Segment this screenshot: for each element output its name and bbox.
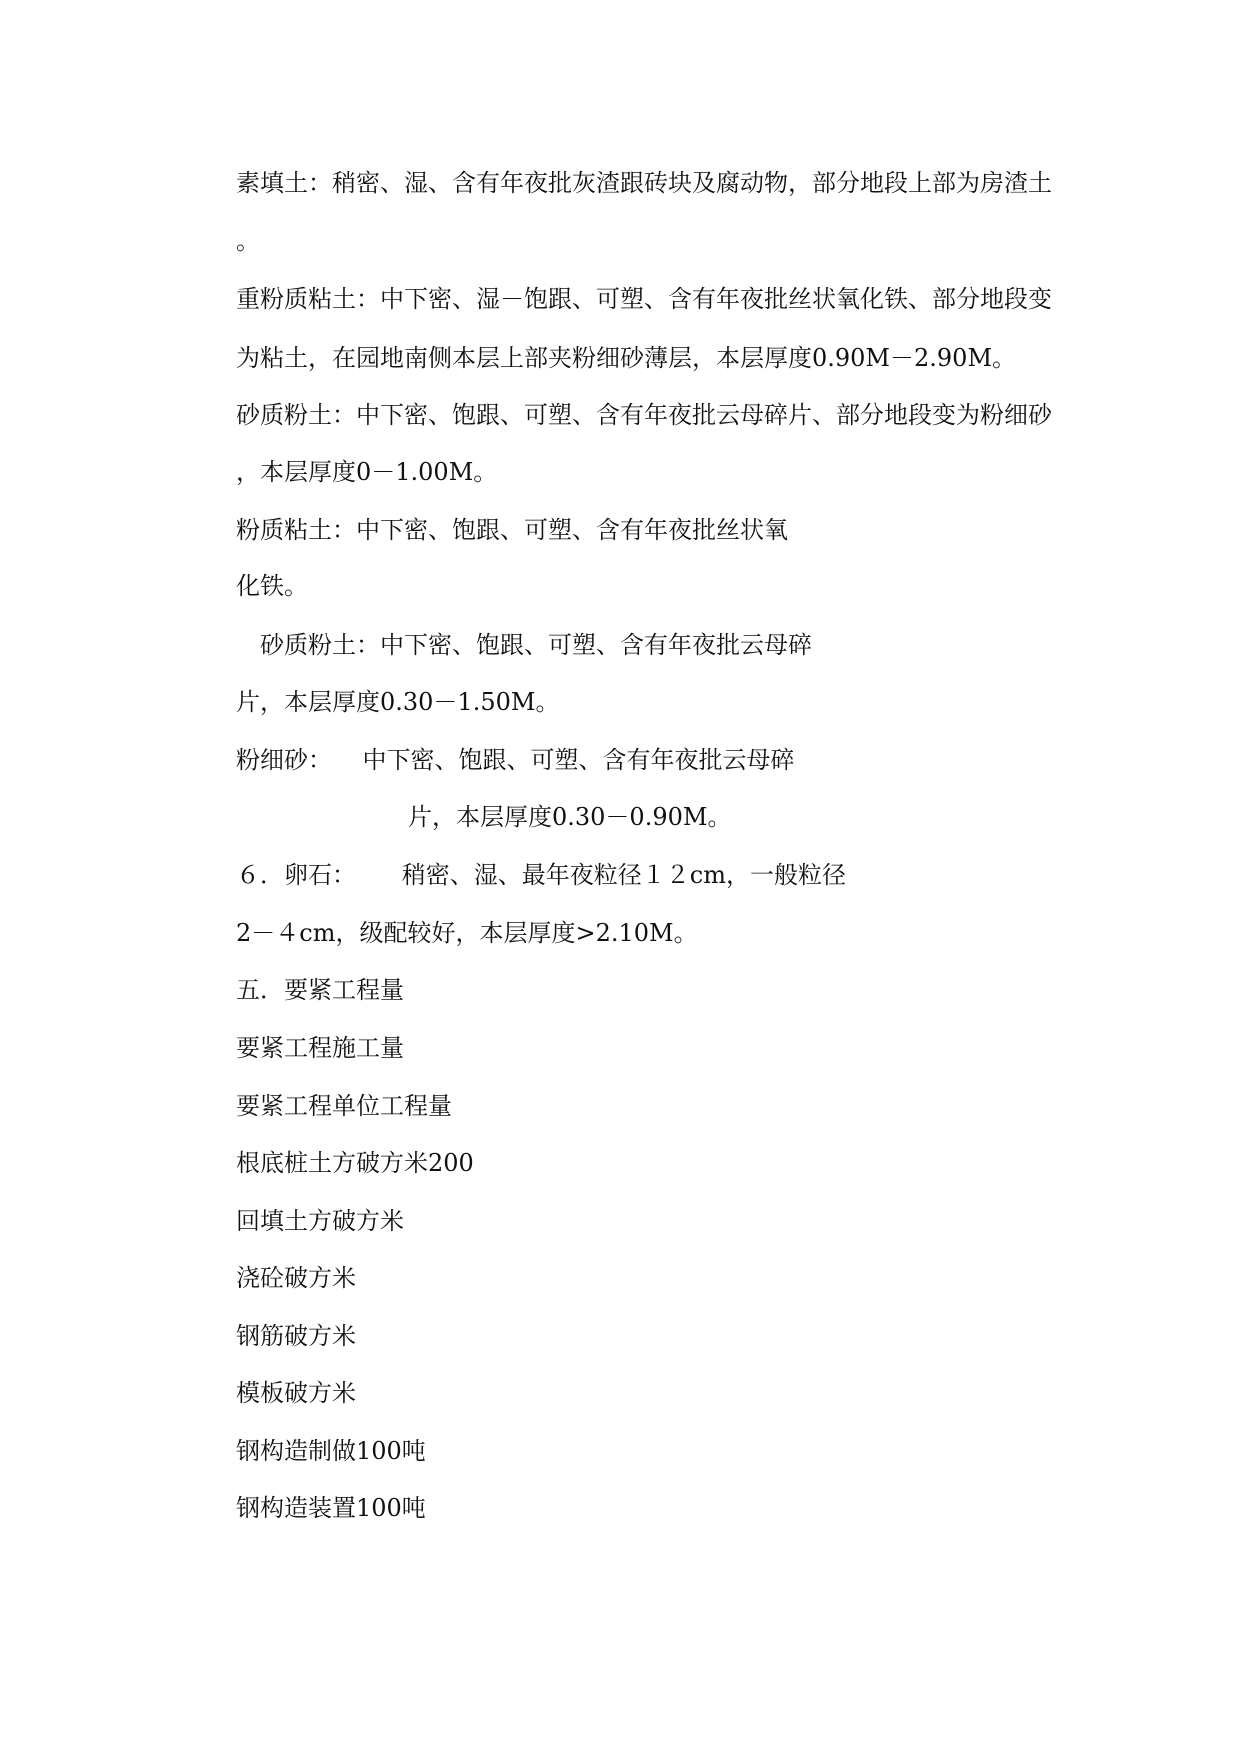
text-line: ，本层厚度0－1.00M。	[236, 458, 498, 486]
text-line: 。	[236, 227, 260, 255]
text-line: 粉细砂： 中下密、饱跟、可塑、含有年夜批云母碎	[236, 746, 795, 774]
text-line: 化铁。	[236, 572, 308, 600]
text-line: 为粘土，在园地南侧本层上部夹粉细砂薄层，本层厚度0.90M－2.90M。	[236, 344, 1017, 372]
text-line: 回填土方破方米	[236, 1207, 404, 1235]
text-line: 粉质粘土：中下密、饱跟、可塑、含有年夜批丝状氧	[236, 516, 788, 544]
text-line: ６．卵石： 稍密、湿、最年夜粒径１２cm，一般粒径	[236, 861, 846, 889]
text-line: 片，本层厚度0.30－1.50M。	[236, 688, 560, 716]
text-line: 片，本层厚度0.30－0.90M。	[408, 803, 732, 831]
text-line: 模板破方米	[236, 1379, 356, 1407]
text-line: 浇砼破方米	[236, 1264, 356, 1292]
text-line: 要紧工程施工量	[236, 1034, 404, 1062]
text-line: 钢构造制做100吨	[236, 1437, 426, 1465]
text-line: 素填土：稍密、湿、含有年夜批灰渣跟砖块及腐动物，部分地段上部为房渣土	[236, 169, 1052, 197]
text-line: 根底桩土方破方米200	[236, 1149, 474, 1177]
text-line: 砂质粉土：中下密、饱跟、可塑、含有年夜批云母碎片、部分地段变为粉细砂	[236, 401, 1052, 429]
text-line: 要紧工程单位工程量	[236, 1092, 452, 1120]
text-line: 钢构造装置100吨	[236, 1494, 426, 1522]
text-line: 钢筋破方米	[236, 1322, 356, 1350]
section-heading: 五．要紧工程量	[236, 976, 404, 1004]
text-line: 砂质粉土：中下密、饱跟、可塑、含有年夜批云母碎	[260, 631, 812, 659]
text-line: 2－４cm，级配较好，本层厚度>2.10M。	[236, 919, 698, 947]
text-line: 重粉质粘土：中下密、湿－饱跟、可塑、含有年夜批丝状氧化铁、部分地段变	[236, 285, 1052, 313]
